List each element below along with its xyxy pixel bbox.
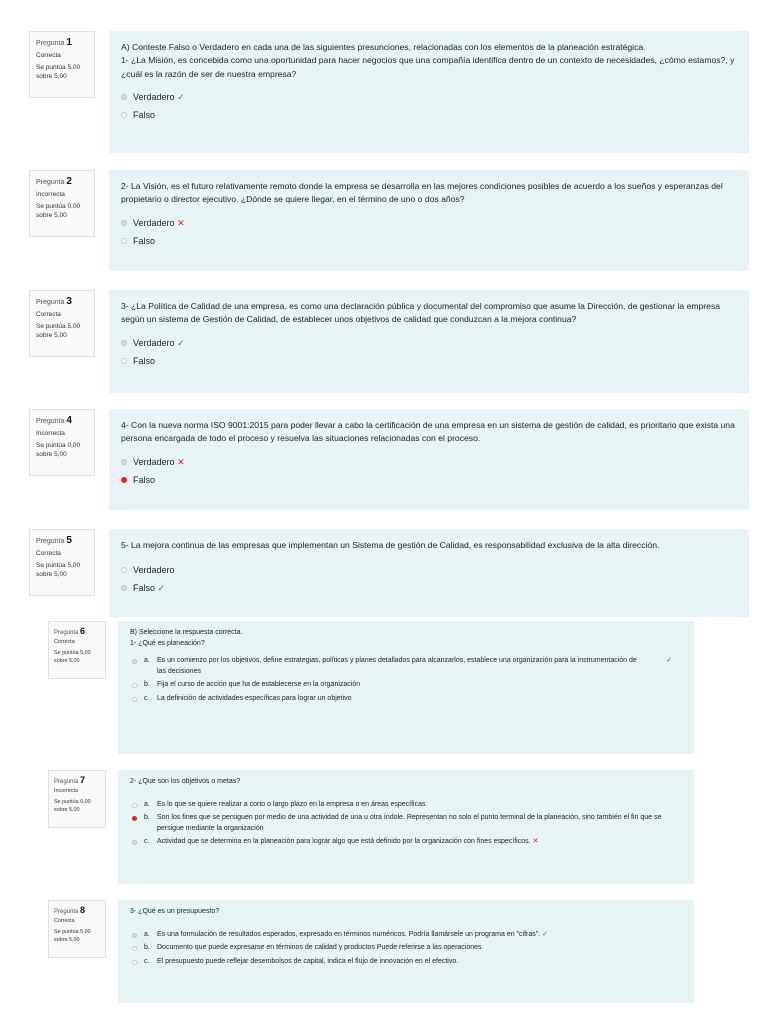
option-letter: c.: [144, 957, 150, 965]
option-letter: c.: [144, 838, 150, 845]
radio-button[interactable]: [121, 220, 127, 226]
question-score: Se puntúa 5,00 sobre 5,00: [36, 323, 81, 340]
question-4: [0, 409, 768, 510]
question-number: Pregunta 4: [36, 415, 72, 426]
cross-icon: ✕: [177, 456, 185, 467]
question-score: Se puntúa 0,00 sobre 5,00: [36, 442, 81, 459]
section-heading: B) Seleccione la respuesta correcta.: [130, 629, 243, 636]
option-verdadero[interactable]: [121, 564, 737, 578]
option-falso[interactable]: [121, 355, 737, 369]
question-info: [29, 31, 95, 98]
option-label: Verdadero: [133, 565, 175, 576]
question-info: [29, 409, 95, 476]
check-icon: ✓: [177, 91, 185, 102]
radio-button[interactable]: [121, 358, 127, 364]
question-info: [48, 770, 106, 828]
option-letter: c.: [144, 694, 150, 702]
question-text: 4- Con la nueva norma ISO 9001:2015 para poder llevar a cabo la certificación de una empresa en un sistema de gestión de calidad, es prioritario que exista una persona encargada de todo el proceso y resuelva las situaciones relacionadas con el proceso.: [121, 420, 735, 444]
option-label: La definición de actividades específicas para lograr un objetivo: [157, 694, 352, 702]
question-text: 3- ¿Qué es un presupuesto?: [130, 908, 220, 915]
question-number: Pregunta 7: [54, 775, 86, 785]
radio-button[interactable]: [132, 946, 137, 951]
radio-button[interactable]: [132, 933, 137, 938]
question-content: [109, 31, 749, 153]
radio-button[interactable]: [121, 585, 127, 591]
question-1: [0, 31, 768, 153]
question-number: Pregunta 2: [36, 176, 72, 187]
question-score: Se puntúa 0,00 sobre 5,00: [36, 203, 81, 220]
question-info: [48, 900, 106, 958]
option-verdadero[interactable]: [121, 91, 737, 105]
check-icon: ✓: [666, 657, 672, 664]
option-label: Verdadero: [133, 217, 175, 228]
option-letter: a.: [144, 930, 150, 938]
option-label: Es un comienzo por los objetivos, define estrategias, políticas y planes detallados para alcanzarlos, establece una organización para la instrumentación de las decisiones: [157, 657, 637, 675]
option-label: Verdadero: [133, 337, 175, 348]
question-number: Pregunta 3: [36, 296, 72, 307]
radio-button[interactable]: [121, 94, 127, 100]
question-state: Incorrecta: [36, 190, 65, 198]
radio-button[interactable]: [121, 477, 127, 483]
question-8: [0, 900, 768, 1003]
option-falso[interactable]: [121, 474, 737, 488]
question-state: Incorrecta: [36, 429, 65, 437]
question-state: Correcta: [36, 310, 61, 318]
question-content: [109, 409, 749, 510]
question-score: Se puntúa 5,00 sobre 5,00: [36, 64, 81, 81]
option-c[interactable]: [130, 694, 682, 705]
question-text: 3- ¿La Política de Calidad de una empresa, es como una declaración pública y documental del compromiso que asume la Dirección, de gestionar la empresa según un sistema de Gestión de Calidad, de establecer unos objetivos de calidad que conduzcan a la mejora continua?: [121, 301, 721, 325]
option-label: Falso: [133, 474, 156, 485]
option-falso[interactable]: [121, 582, 737, 596]
cross-icon: ✕: [177, 217, 185, 228]
question-state: Correcta: [36, 51, 61, 59]
option-b[interactable]: [130, 943, 682, 954]
question-text: 5- La mejora continua de las empresas que implementan un Sistema de gestión de Calidad, es responsabilidad exclusiva de la alta dirección.: [121, 540, 660, 550]
cross-icon: ✕: [532, 838, 539, 845]
option-a[interactable]: [130, 800, 682, 811]
radio-button[interactable]: [132, 960, 137, 965]
option-label: Falso: [133, 583, 156, 594]
question-number: Pregunta 8: [54, 905, 86, 915]
option-label: Es una formulación de resultados esperados, expresado en términos numéricos. Podría llamársele un programa en "cifras".: [157, 930, 541, 938]
option-label: Son los fines que se persiguen por medio de una actividad de una u otra índole. Representan no solo el punto terminal de la planeación, sino también el fin que se persigue mediante la organización: [157, 814, 662, 832]
option-label: Falso: [133, 109, 156, 120]
question-score: Se puntúa 5,00 sobre 5,00: [36, 562, 81, 579]
radio-button[interactable]: [121, 459, 127, 465]
question-state: Incorrecta: [54, 788, 78, 795]
option-verdadero[interactable]: [121, 337, 737, 351]
question-info: [29, 290, 95, 357]
radio-button[interactable]: [121, 238, 127, 244]
question-2: [0, 170, 768, 271]
question-state: Correcta: [54, 918, 75, 925]
option-falso[interactable]: [121, 235, 737, 249]
question-content: [118, 770, 694, 884]
option-verdadero[interactable]: [121, 217, 737, 231]
option-letter: a.: [144, 657, 150, 664]
option-label: Actividad que se determina en la planeación para lograr algo que está definido por la organización con fines específicos.: [157, 838, 531, 845]
question-content: [118, 621, 694, 754]
question-state: Correcta: [54, 639, 75, 646]
option-c[interactable]: [130, 957, 682, 968]
question-state: Correcta: [36, 549, 61, 557]
radio-button[interactable]: [132, 816, 137, 821]
question-6: [0, 621, 768, 754]
option-letter: b.: [144, 944, 150, 951]
question-text: 1- ¿La Misión, es concebida como una oportunidad para hacer negocios que una compañía identifica dentro de un contexto de necesidades, ¿cómo estamos?, y ¿cuál es la razón de ser de nuestra empresa?: [121, 55, 735, 79]
option-label: Falso: [133, 235, 156, 246]
option-label: El presupuesto puede reflejar desembolsos de capital, indica el flujo de innovación en el efectivo.: [157, 957, 459, 965]
option-letter: b.: [144, 814, 150, 821]
check-icon: ✓: [177, 337, 185, 348]
option-label: Fija el curso de acción que ha de establecerse en la organización: [157, 681, 361, 688]
option-b[interactable]: [130, 680, 682, 691]
radio-button[interactable]: [132, 697, 137, 702]
radio-button[interactable]: [121, 112, 127, 118]
question-info: [29, 529, 95, 596]
question-content: [109, 170, 749, 271]
question-text: 1- ¿Qué es planeación?: [130, 639, 205, 647]
check-icon: ✓: [542, 930, 548, 938]
option-c[interactable]: [130, 837, 682, 848]
question-score: Se puntúa 5,00 sobre 5,00: [54, 929, 91, 943]
question-7: [0, 770, 768, 884]
check-icon: ✓: [157, 583, 166, 594]
option-b[interactable]: [130, 813, 682, 834]
question-content: [118, 900, 694, 1003]
option-label: Falso: [133, 355, 156, 366]
section-heading: A) Conteste Falso o Verdadero en cada una de las siguientes presunciones, relacionadas con los elementos de la planeación estratégica.: [121, 42, 646, 52]
question-info: [48, 621, 106, 679]
option-label: Verdadero: [133, 91, 175, 102]
radio-button[interactable]: [121, 340, 127, 346]
question-text: 2- La Visión, es el futuro relativamente remoto donde la empresa se desarrolla en las mejores condiciones posibles de acuerdo a los sueños y esperanzas del propietario o director ejecutivo. ¿Dónde se quiere llegar, en el término de uno o dos años?: [121, 181, 723, 205]
question-number: Pregunta 5: [36, 535, 72, 546]
question-info: [29, 170, 95, 237]
radio-button[interactable]: [132, 803, 137, 808]
option-letter: a.: [144, 800, 150, 808]
option-label: Documento que puede expresarse en términos de calidad y productos Puede referirse a las operaciones: [157, 944, 482, 951]
question-number: Pregunta 6: [54, 626, 86, 636]
question-score: Se puntúa 0,00 sobre 5,00: [54, 799, 91, 813]
question-score: Se puntúa 5,00 sobre 5,00: [54, 650, 91, 664]
option-a[interactable]: [130, 930, 682, 941]
question-3: [0, 290, 768, 393]
question-text: 2- ¿Que son los objetivos o metas?: [130, 778, 241, 785]
option-verdadero[interactable]: [121, 456, 737, 470]
radio-button[interactable]: [121, 567, 127, 573]
question-number: Pregunta 1: [36, 37, 72, 48]
option-a[interactable]: [130, 656, 682, 677]
question-content: [109, 529, 749, 617]
question-content: [109, 290, 749, 393]
option-letter: b.: [144, 681, 150, 688]
option-label: Verdadero: [133, 456, 175, 467]
option-label: Es lo que se quiere realizar a corto o largo plazo en la empresa o en áreas específicas: [157, 800, 426, 808]
radio-button[interactable]: [132, 840, 137, 845]
radio-button[interactable]: [132, 683, 137, 688]
option-falso[interactable]: [121, 109, 737, 123]
radio-button[interactable]: [132, 659, 137, 664]
question-5: [0, 529, 768, 617]
